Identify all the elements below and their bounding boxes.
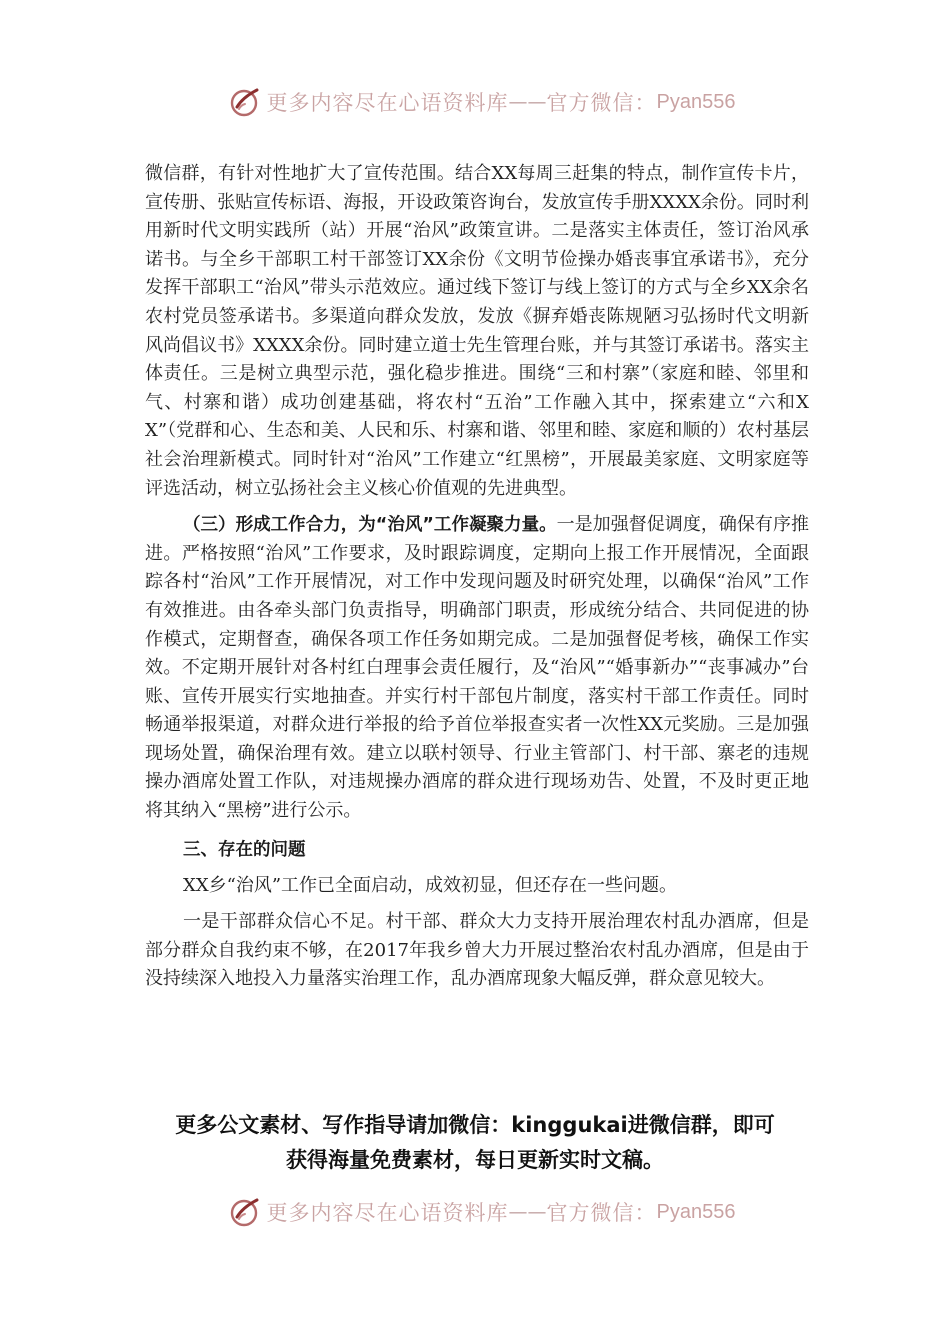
footer-banner-dash-2: — [527, 1201, 547, 1223]
promo-line-1: 更多公文素材、写作指导请加微信：kinggukai进微信群，即可 [175, 1113, 775, 1137]
footer-banner-dash: — [508, 1201, 528, 1223]
section-three-text: 一是加强督促调度，确保有序推进。严格按照“治风”工作要求，及时跟踪调度，定期向上报工作开展情况，全面跟踪各村“治风”工作开展情况，对工作中发现问题及时研究处理，以确保“治风”工作有效推进。由各牵头部门负责指导，明确部门职责，形成统分结合、共同促进的协作模式，定期督查，确保各项工作任务如期完成。二是加强督促考核，确保工作实效。不定期开展针对各村红白理事会责任履行，及“治风”“婚事新办”“丧事减办”台账、宣传开展实行实地抽查。并实行村干部包片制度，落实村干部工作责任。同时畅通举报渠道，对群众进行举报的给予首位举报查实者一次性XX元奖励。三是加强现场处置，确保治理有效。建立以联村领导、行业主管部门、村干部、寨老的违规操办酒席处置工作队，对违规操办酒席的群众进行现场劝告、处置，不及时更正地将其纳入“黑榜”进行公示。 [145, 514, 809, 822]
promo-line-2: 获得海量免费素材，每日更新实时文稿。 [286, 1148, 664, 1172]
header-banner-main-text: 更多内容尽在心语资料库 [266, 91, 509, 115]
header-banner [0, 80, 950, 124]
footer-banner [0, 1190, 950, 1234]
heading-existing-problems: 三、存在的问题 [183, 839, 306, 860]
paragraph-problem-one: 一是干部群众信心不足。村干部、群众大力支持开展治理农村乱办酒席，但是部分群众自我约束不够，在2017年我乡曾大力开展过整治农村乱办酒席，但是由于没持续深入地投入力量落实治理工作，乱办酒席现象大幅反弹，群众意见较大。 [145, 911, 809, 990]
section-three-lead: （三）形成工作合力，为“治风”工作凝聚力量。 [183, 515, 557, 536]
promo-block [0, 1108, 950, 1178]
footer-banner-main-text: 更多内容尽在心语资料库 [266, 1201, 509, 1225]
header-banner-account: Pyan556 [656, 90, 736, 113]
footer-banner-inner [229, 1195, 736, 1229]
footer-banner-account: Pyan556 [656, 1200, 736, 1223]
document-body [145, 160, 809, 994]
header-banner-dash-2: — [527, 91, 547, 113]
paragraph-publicity: 微信群，有针对性地扩大了宣传范围。结合XX每周三赶集的特点，制作宣传卡片，宣传册、张贴宣传标语、海报，开设政策咨询台，发放宣传手册XXXX余份。同时利用新时代文明实践所（站）开展“治风”政策宣讲。二是落实主体责任，签订治风承诺书。与全乡干部职工村干部签订XX余份《文明节俭操办婚丧事宜承诺书》，充分发挥干部职工“治风”带头示范效应。通过线下签订与线上签订的方式与全乡XX余名农村党员签承诺书。多渠道向群众发放，发放《摒弃婚丧陈规陋习弘扬时代文明新风尚倡议书》XXXX余份。同时建立道士先生管理台账，并与其签订承诺书。落实主体责任。三是树立典型示范，强化稳步推进。围绕“三和村寨”（家庭和睦、邻里和气、村寨和谐）成功创建基础，将农村“五治”工作融入其中，探索建立“六和XX”（党群和心、生态和美、人民和乐、村寨和谐、邻里和睦、家庭和顺的）农村基层社会治理新模式。同时针对“治风”工作建立“红黑榜”，开展最美家庭、文明家庭等评选活动，树立弘扬社会主义核心价值观的先进典型。 [145, 163, 809, 499]
brush-logo-icon [229, 85, 263, 119]
footer-banner-sub-text: 官方微信： [546, 1201, 657, 1225]
brush-logo-icon [229, 1195, 263, 1229]
header-banner-sub-text: 官方微信： [546, 91, 657, 115]
header-banner-inner [229, 85, 736, 119]
header-banner-dash: — [508, 91, 528, 113]
paragraph-problems-intro: XX乡“治风”工作已全面启动，成效初显，但还存在一些问题。 [183, 874, 678, 896]
paragraph-section-three [145, 511, 809, 826]
